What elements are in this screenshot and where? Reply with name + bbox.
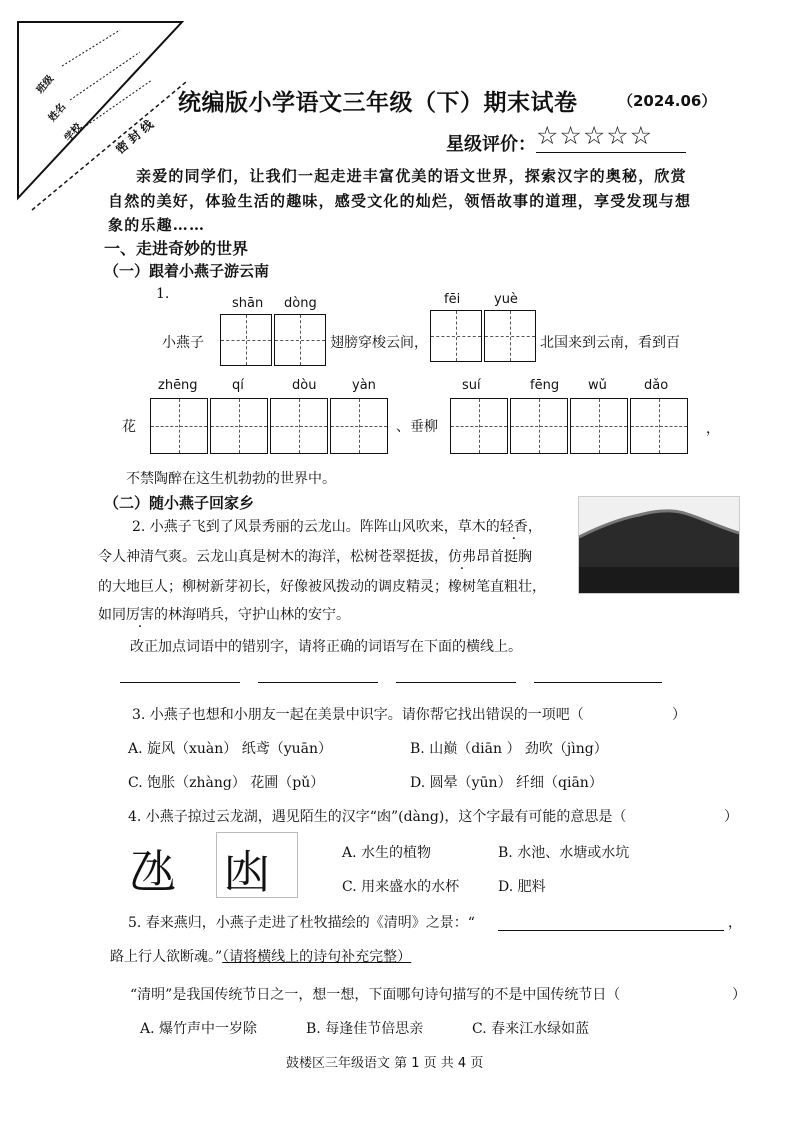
q2-text: 令人神清气爽。云龙山真是树木的海洋，松树苍翠挺拔， xyxy=(98,549,448,565)
q4-paren-close: ） xyxy=(724,809,738,825)
writing-box[interactable] xyxy=(150,398,208,454)
q1-text: ， xyxy=(706,421,720,437)
ancient-glyph: 氹 xyxy=(130,845,176,899)
seal-line-text: 密 封 线 xyxy=(113,117,156,157)
q2-paragraph-line xyxy=(132,516,542,536)
q4-option-b[interactable]: B. 水池、水塘或水坑 xyxy=(498,845,630,861)
q5-line-1: 5. 春来燕归，小燕子走进了杜牧描绘的《清明》之景：“ xyxy=(128,915,475,931)
answer-line[interactable] xyxy=(120,682,240,683)
q5-note: （请将横线上的诗句补充完整） xyxy=(222,949,412,965)
q1-text: 翅膀穿梭云间， xyxy=(330,335,428,351)
q1-pinyin: qí xyxy=(232,378,244,393)
q1-text: 、垂柳 xyxy=(396,419,438,435)
q2-text: 如同 xyxy=(98,607,126,623)
intro-line-3: 象的乐趣…… xyxy=(108,216,206,234)
writing-box[interactable] xyxy=(484,310,536,362)
writing-box[interactable] xyxy=(630,398,688,454)
q4-option-d[interactable]: D. 肥料 xyxy=(498,879,546,895)
mountain-photo xyxy=(578,496,740,594)
rating-label: 星级评价： xyxy=(446,134,536,155)
q3-paren-close: ） xyxy=(672,707,686,723)
intro-line-1: 亲爱的同学们，让我们一起走进丰富优美的语文世界，探索汉字的奥秘，欣赏 xyxy=(136,167,687,185)
q1-pinyin: wǔ xyxy=(588,378,607,393)
q4-option-a[interactable]: A. 水生的植物 xyxy=(342,845,432,861)
q4-option-c[interactable]: C. 用来盛水的水杯 xyxy=(342,879,460,895)
q5-option-b[interactable]: B. 每逢佳节倍思亲 xyxy=(306,1021,424,1037)
q1-pinyin: yàn xyxy=(352,378,376,393)
q2-text: 的林海哨兵，守护山林的安宁。 xyxy=(154,607,350,623)
part-1-title: （一）跟着小燕子游云南 xyxy=(104,262,270,280)
q1-pinyin: suí xyxy=(462,378,481,393)
q1-pinyin: dǎo xyxy=(644,378,669,393)
intro-line-2: 自然的美好，体验生活的趣味，感受文化的灿烂，领悟故事的道理，享受发现与想 xyxy=(108,192,692,210)
writing-box[interactable] xyxy=(430,310,482,362)
q5-text: 路上行人欲断魂。” xyxy=(110,949,223,965)
exam-title: 统编版小学语文三年级（下）期末试卷 xyxy=(178,90,578,116)
q5-option-a[interactable]: A. 爆竹声中一岁除 xyxy=(140,1021,258,1037)
q2-instruction: 改正加点词语中的错别字，请将正确的词语写在下面的横线上。 xyxy=(130,639,522,655)
class-label: 班级 xyxy=(34,73,57,96)
q4-stem: 4. 小燕子掠过云龙湖，遇见陌生的汉字“凼”(dàng)，这个字最有可能的意思是（ xyxy=(128,809,627,825)
modern-glyph: 凼 xyxy=(224,845,270,899)
q5-option-c[interactable]: C. 春来江水绿如蓝 xyxy=(472,1021,590,1037)
writing-box[interactable] xyxy=(220,314,272,366)
answer-line[interactable] xyxy=(258,682,378,683)
q1-text: 不禁陶醉在这生机勃勃的世界中。 xyxy=(126,471,336,487)
name-label: 姓名 xyxy=(46,101,69,124)
school-label: 学校 xyxy=(62,121,85,144)
q5-line-2 xyxy=(110,946,411,966)
q2-dotted-word: 厉害 xyxy=(126,607,154,623)
q2-text: 2. 小燕子飞到了风景秀丽的云龙山。阵阵山风吹来，草木的 xyxy=(132,519,500,535)
q1-pinyin: fēi xyxy=(444,292,461,307)
exam-date: （2024.06） xyxy=(618,92,717,110)
writing-box[interactable] xyxy=(450,398,508,454)
writing-box[interactable] xyxy=(270,398,328,454)
q2-dotted-word: 仿弗 xyxy=(448,549,476,565)
q1-pinyin: yuè xyxy=(494,292,518,307)
poem-answer-line[interactable] xyxy=(498,930,724,931)
q1-pinyin: dòu xyxy=(292,378,317,393)
writing-box[interactable] xyxy=(330,398,388,454)
q1-pinyin: zhēng xyxy=(158,378,198,393)
section-1-title: 一、走进奇妙的世界 xyxy=(104,239,249,258)
writing-box[interactable] xyxy=(274,314,326,366)
q2-paragraph-line xyxy=(98,604,350,624)
q5-line-3: “清明”是我国传统节日之一，想一想，下面哪句诗句描写的不是中国传统节日（ xyxy=(130,987,621,1003)
answer-line[interactable] xyxy=(396,682,516,683)
rating-stars: ☆☆☆☆☆ xyxy=(536,121,654,150)
q1-number: 1. xyxy=(156,286,170,302)
rating-underline xyxy=(536,152,686,153)
q1-pinyin: dòng xyxy=(284,296,317,311)
q2-text: 昂首挺胸 xyxy=(476,549,532,565)
q1-text: 花 xyxy=(122,419,136,435)
q2-text: ， xyxy=(527,519,542,535)
q1-text: 小燕子 xyxy=(162,335,204,351)
writing-box[interactable] xyxy=(510,398,568,454)
q2-dotted-word: 轻香 xyxy=(499,519,528,535)
q5-line-1-end: ， xyxy=(728,915,742,931)
answer-line[interactable] xyxy=(534,682,662,683)
writing-box[interactable] xyxy=(210,398,268,454)
q1-pinyin: fēng xyxy=(530,378,560,393)
q2-paragraph-line xyxy=(98,546,532,566)
q2-paragraph-line: 的大地巨人；柳树新芽初长，好像被风拨动的调皮精灵；橡树笔直粗壮， xyxy=(98,579,546,595)
page-footer: 鼓楼区三年级语文 第 1 页 共 4 页 xyxy=(286,1056,484,1071)
q5-paren-close: ） xyxy=(732,987,746,1003)
writing-box[interactable] xyxy=(570,398,628,454)
q1-pinyin: shān xyxy=(232,296,264,311)
q3-option-c[interactable]: C. 饱胀（zhàng） 花圃（pǔ） xyxy=(128,775,325,791)
part-2-title: （二）随小燕子回家乡 xyxy=(104,494,255,512)
q1-text: 北国来到云南，看到百 xyxy=(540,335,680,351)
q3-option-a[interactable]: A. 旋风（xuàn） 纸鸢（yuān） xyxy=(128,741,333,757)
q3-option-d[interactable]: D. 圆晕（yūn） 纤细（qiān） xyxy=(410,775,603,791)
q3-stem: 3. 小燕子也想和小朋友一起在美景中识字。请你帮它找出错误的一项吧（ xyxy=(132,707,584,723)
q3-option-b[interactable]: B. 山巅（diān ） 劲吹（jìng） xyxy=(410,741,608,757)
